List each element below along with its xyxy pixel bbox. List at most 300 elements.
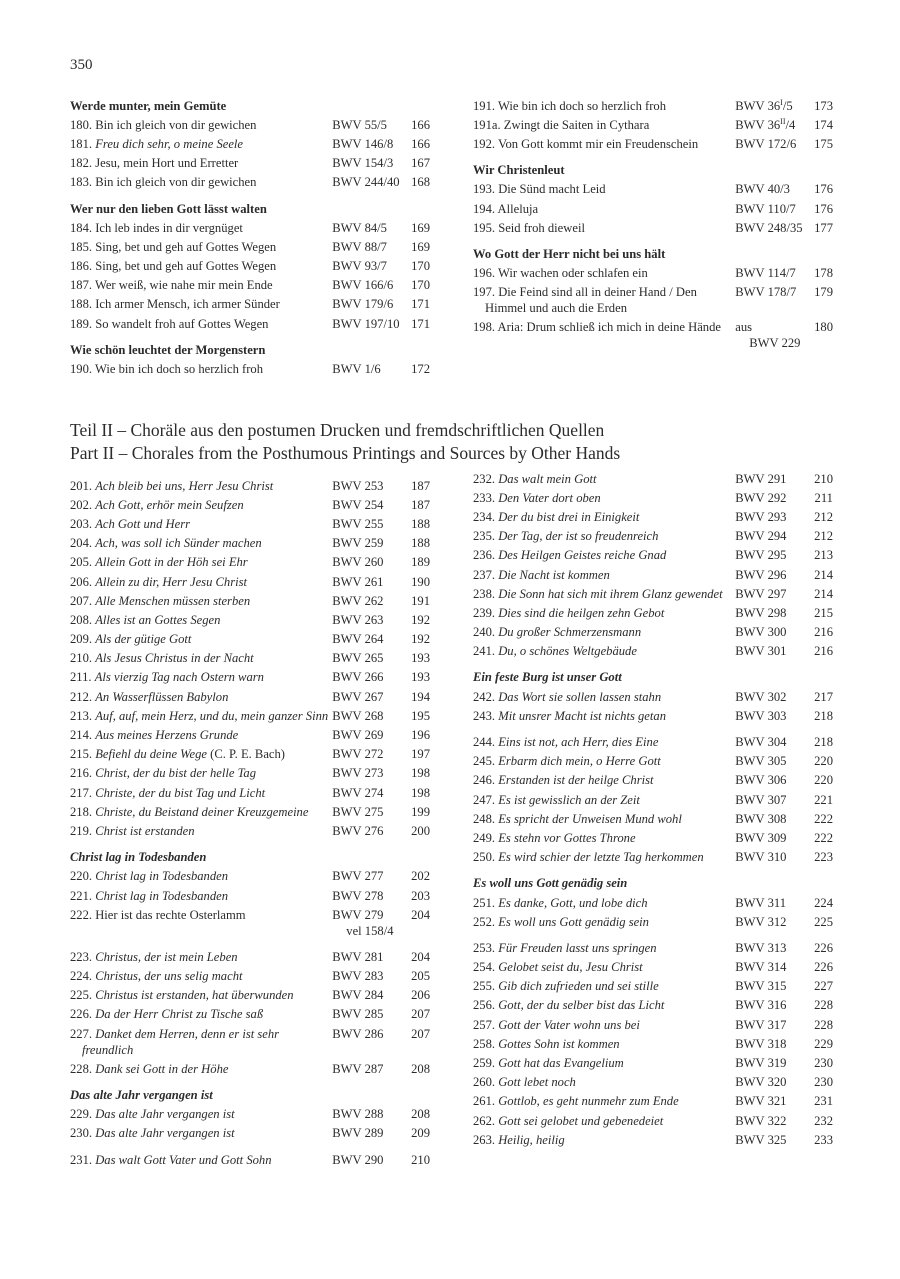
bwv-line: BWV 1/6	[332, 362, 381, 377]
bwv-line: BWV 253	[332, 478, 384, 493]
bwv-line: BWV 292	[735, 490, 787, 505]
entry-title-text: Christe, du Beistand deiner Kreuzgemeine	[95, 804, 309, 819]
bwv-line: BWV 322	[735, 1113, 787, 1128]
entry-number: 184.	[70, 220, 93, 235]
entry-bwv	[735, 849, 809, 865]
entry-page: 169	[411, 220, 430, 235]
entry-bwv	[332, 1106, 406, 1122]
entry-title-text: Als Jesus Christus in der Nacht	[95, 651, 254, 666]
entry-bwv	[735, 1074, 809, 1090]
entry-title	[70, 136, 328, 152]
entry-page: 207	[411, 1026, 430, 1041]
section-heading: Christ lag in Todesbanden	[70, 850, 207, 865]
entry-title-text: Christus ist erstanden, hat überwunden	[95, 988, 294, 1003]
index-entry	[473, 977, 833, 996]
bwv-line: BWV 305	[735, 754, 787, 769]
bwv-line: BWV 286	[332, 1026, 384, 1041]
entry-title	[473, 830, 731, 846]
entry-number: 228.	[70, 1061, 93, 1076]
entry-title-text: Es wird schier der letzte Tag herkommen	[498, 850, 704, 865]
index-entry	[70, 986, 430, 1005]
entry-page: 217	[814, 689, 833, 704]
entry-page: 176	[814, 182, 833, 197]
entry-title-text: Erbarm dich mein, o Herre Gott	[498, 754, 661, 769]
entry-title-text: Christ lag in Todesbanden	[95, 888, 229, 903]
entry-bwv	[332, 888, 406, 904]
section-heading: Wie schön leuchtet der Morgenstern	[70, 342, 266, 357]
entry-number: 255.	[473, 979, 496, 994]
bwv-line: BWV 269	[332, 728, 384, 743]
index-entry	[473, 1092, 833, 1111]
entry-title	[70, 1106, 328, 1122]
bwv-line: BWV 314	[735, 960, 787, 975]
entry-page: 193	[411, 670, 430, 685]
entry-bwv	[735, 265, 809, 281]
entry-page: 170	[411, 259, 430, 274]
entry-title-text: Danket dem Herren, denn er ist sehr freundlich	[82, 1026, 280, 1057]
entry-title-text: Gott hat das Evangelium	[498, 1056, 624, 1071]
entry-page: 230	[814, 1075, 833, 1090]
index-section	[473, 668, 833, 726]
bwv-line: BWV 262	[332, 593, 384, 608]
index-entry	[70, 764, 430, 783]
bwv-line: aus	[735, 320, 753, 335]
entry-title-text: Hier ist das rechte Osterlamm	[95, 907, 246, 922]
entry-title-text: An Wasserflüssen Babylon	[95, 689, 229, 704]
entry-number: 261.	[473, 1094, 496, 1109]
index-entry	[70, 115, 430, 134]
entry-title-text: So wandelt froh auf Gottes Wegen	[95, 316, 269, 331]
entry-page: 211	[814, 490, 833, 505]
entry-title	[70, 669, 328, 685]
entry-title-text: Aus meines Herzens Grunde	[95, 728, 239, 743]
entry-note: (C. P. E. Bach)	[207, 747, 286, 762]
entry-title-text: Es danke, Gott, und lobe dich	[498, 895, 648, 910]
index-entry	[70, 476, 430, 495]
entry-bwv	[332, 765, 406, 781]
index-entry	[70, 295, 430, 314]
entry-title	[70, 823, 328, 839]
index-entry	[473, 752, 833, 771]
entry-bwv	[735, 1093, 809, 1109]
bwv-line: BWV 266	[332, 670, 384, 685]
entry-bwv	[735, 98, 809, 114]
entry-title	[473, 509, 731, 525]
index-section	[70, 848, 430, 941]
index-entry	[70, 134, 430, 153]
page-number: 350	[70, 57, 93, 73]
entry-bwv	[735, 471, 809, 487]
entry-page: 193	[411, 651, 430, 666]
entry-number: 181.	[70, 136, 93, 151]
bwv-line: BWV 248/35	[735, 220, 803, 235]
index-entry	[473, 96, 833, 115]
entry-page: 224	[814, 895, 833, 910]
index-entry	[70, 706, 430, 725]
bwv-line: BWV 93/7	[332, 259, 387, 274]
entry-bwv	[735, 914, 809, 930]
entry-page: 195	[411, 708, 430, 723]
entry-title-text: Ach Gott und Herr	[95, 516, 190, 531]
entry-number: 207.	[70, 593, 93, 608]
index-section	[473, 874, 833, 932]
index-entry	[473, 488, 833, 507]
entry-page: 220	[814, 754, 833, 769]
entry-bwv	[735, 624, 809, 640]
entry-number: 191.	[473, 98, 496, 113]
entry-bwv	[332, 316, 406, 332]
index-section	[473, 732, 833, 866]
entry-bwv	[735, 1055, 809, 1071]
index-section	[70, 947, 430, 1078]
index-entry	[473, 603, 833, 622]
entry-page: 180	[814, 320, 833, 335]
index-entry	[70, 154, 430, 173]
entry-bwv	[735, 1132, 809, 1148]
entry-title	[473, 1055, 731, 1071]
index-column-top-left	[70, 96, 430, 379]
bwv-line: vel 158/4	[346, 923, 394, 938]
entry-number: 204.	[70, 536, 93, 551]
entry-page: 207	[411, 1007, 430, 1022]
bwv-line: BWV 310	[735, 850, 787, 865]
entry-page: 187	[411, 478, 430, 493]
bwv-line: BWV 279	[332, 907, 384, 922]
part-heading	[70, 419, 620, 465]
entry-page: 171	[411, 297, 430, 312]
entry-number: 235.	[473, 529, 496, 544]
entry-title	[70, 174, 328, 190]
entry-page: 215	[814, 605, 833, 620]
entry-title-text: Auf, auf, mein Herz, und du, mein ganzer Sinn	[95, 708, 329, 723]
entry-title-text: Gott der Vater wohn uns bei	[498, 1017, 640, 1032]
entry-page: 210	[814, 471, 833, 486]
entry-page: 202	[411, 869, 430, 884]
entry-page: 231	[814, 1094, 833, 1109]
entry-bwv	[332, 968, 406, 984]
entry-title	[70, 316, 328, 332]
entry-title	[70, 535, 328, 551]
entry-number: 212.	[70, 689, 93, 704]
entry-title-text: Eins ist not, ach Herr, dies Eine	[498, 735, 659, 750]
index-section	[473, 244, 833, 353]
bwv-line: BWV 296	[735, 567, 787, 582]
entry-bwv	[735, 830, 809, 846]
entry-number: 183.	[70, 175, 93, 190]
entry-title-text: Aria: Drum schließ ich mich in deine Hände	[497, 320, 721, 335]
entry-page: 209	[411, 1126, 430, 1141]
entry-number: 229.	[70, 1107, 93, 1122]
entry-page: 214	[814, 567, 833, 582]
entry-bwv	[735, 734, 809, 750]
entry-page: 205	[411, 969, 430, 984]
entry-title-text: Befiehl du deine Wege	[95, 747, 207, 762]
bwv-line: BWV 287	[332, 1061, 384, 1076]
entry-page: 188	[411, 536, 430, 551]
entry-number: 236.	[473, 548, 496, 563]
entry-title	[473, 997, 731, 1013]
index-entry	[70, 1024, 430, 1059]
entry-title-text: Es ist gewisslich an der Zeit	[498, 792, 640, 807]
entry-page: 229	[814, 1036, 833, 1051]
bwv-line: BWV 255	[332, 516, 384, 531]
entry-title-text: Von Gott kommt mir ein Freudenschein	[497, 136, 699, 151]
entry-number: 263.	[473, 1132, 496, 1147]
entry-number: 187.	[70, 278, 93, 293]
entry-title-text: Christ, der du bist der helle Tag	[95, 766, 257, 781]
entry-title-text: Den Vater dort oben	[498, 490, 601, 505]
entry-bwv	[735, 1036, 809, 1052]
section-heading: Wer nur den lieben Gott lässt walten	[70, 201, 267, 216]
index-entry	[70, 802, 430, 821]
entry-title	[473, 978, 731, 994]
entry-page: 192	[411, 632, 430, 647]
entry-number: 194.	[473, 201, 496, 216]
entry-title-text: Als der gütige Gott	[95, 632, 192, 647]
entry-title	[70, 650, 328, 666]
entry-number: 216.	[70, 766, 93, 781]
entry-title-text: Es woll uns Gott genädig sein	[498, 914, 649, 929]
entry-number: 240.	[473, 625, 496, 640]
entry-title-text: Da der Herr Christ zu Tische saß	[95, 1007, 264, 1022]
bwv-line: BWV 84/5	[332, 220, 387, 235]
index-entry	[70, 783, 430, 802]
entry-number: 242.	[473, 689, 496, 704]
index-entry	[473, 642, 833, 661]
entry-title	[70, 968, 328, 984]
entry-title-text: Ich armer Mensch, ich armer Sünder	[95, 297, 280, 312]
entry-title	[70, 612, 328, 628]
entry-bwv	[735, 284, 809, 316]
entry-title	[473, 708, 731, 724]
entry-page: 212	[814, 509, 833, 524]
entry-title	[70, 987, 328, 1003]
index-entry	[473, 996, 833, 1015]
bwv-line: BWV 146/8	[332, 136, 394, 151]
entry-number: 221.	[70, 888, 93, 903]
entry-title-text: Gib dich zufrieden und sei stille	[498, 979, 659, 994]
bwv-line: BWV 294	[735, 529, 787, 544]
entry-number: 185.	[70, 239, 93, 254]
entry-title-text: Gott sei gelobet und gebenedeiet	[498, 1113, 664, 1128]
entry-number: 203.	[70, 516, 93, 531]
entry-page: 170	[411, 278, 430, 293]
entry-number: 256.	[473, 998, 496, 1013]
entry-title-text: Du, o schönes Weltgebäude	[498, 644, 637, 659]
bwv-line: BWV 114/7	[735, 266, 796, 281]
entry-title	[70, 1125, 328, 1141]
entry-bwv	[735, 689, 809, 705]
bwv-line: BWV 291	[735, 471, 787, 486]
entry-bwv	[332, 155, 406, 171]
entry-number: 262.	[473, 1113, 496, 1128]
entry-title-text: Gottes Sohn ist kommen	[498, 1036, 620, 1051]
entry-number: 250.	[473, 850, 496, 865]
index-entry	[70, 886, 430, 905]
entry-bwv	[332, 1125, 406, 1141]
entry-page: 212	[814, 529, 833, 544]
bwv-line: BWV 276	[332, 823, 384, 838]
entry-page: 227	[814, 979, 833, 994]
index-entry	[70, 649, 430, 668]
bwv-line: BWV 267	[332, 689, 384, 704]
bwv-line: BWV 301	[735, 644, 787, 659]
bwv-line: BWV 302	[735, 689, 787, 704]
entry-title-text: Erstanden ist der heilge Christ	[498, 773, 654, 788]
index-entry	[70, 947, 430, 966]
entry-page: 213	[814, 548, 833, 563]
bwv-line: BWV 110/7	[735, 201, 796, 216]
index-entry	[70, 553, 430, 572]
bwv-line: BWV 303	[735, 708, 787, 723]
entry-title-text: Wir wachen oder schlafen ein	[497, 266, 648, 281]
entry-title	[70, 593, 328, 609]
entry-page: 233	[814, 1132, 833, 1147]
entry-bwv	[735, 792, 809, 808]
bwv-suffix: /4	[785, 117, 796, 132]
entry-title-text: Es stehn vor Gottes Throne	[498, 830, 636, 845]
entry-title	[70, 907, 328, 939]
index-entry	[473, 1130, 833, 1149]
entry-page: 204	[411, 949, 430, 964]
entry-title-text: Christus, der ist mein Leben	[95, 949, 238, 964]
entry-number: 190.	[70, 362, 93, 377]
entry-number: 222.	[70, 907, 93, 922]
entry-title-text: Allein zu dir, Herr Jesu Christ	[95, 574, 248, 589]
entry-number: 253.	[473, 940, 496, 955]
section-heading: Werde munter, mein Gemüte	[70, 98, 227, 113]
entry-title	[70, 478, 328, 494]
entry-title-text: Jesu, mein Hort und Erretter	[95, 156, 239, 171]
index-section	[70, 199, 430, 333]
entry-title	[473, 181, 731, 197]
entry-number: 223.	[70, 949, 93, 964]
entry-bwv	[332, 907, 406, 939]
bwv-line: BWV 298	[735, 605, 787, 620]
index-entry	[473, 958, 833, 977]
entry-number: 258.	[473, 1036, 496, 1051]
entry-title	[473, 895, 731, 911]
entry-number: 213.	[70, 708, 93, 723]
bwv-line: BWV 306	[735, 773, 787, 788]
entry-bwv	[332, 785, 406, 801]
entry-page: 169	[411, 239, 430, 254]
bwv-line: BWV 268	[332, 708, 384, 723]
entry-title-text: Bin ich gleich von dir gewichen	[95, 117, 257, 132]
entry-bwv	[332, 868, 406, 884]
entry-title-text: Ach bleib bei uns, Herr Jesu Christ	[95, 478, 274, 493]
entry-bwv	[735, 643, 809, 659]
entry-bwv	[332, 535, 406, 551]
entry-title	[473, 624, 731, 640]
section-heading: Wir Christenleut	[473, 163, 565, 178]
entry-page: 204	[411, 907, 430, 922]
bwv-line: BWV 229	[749, 336, 801, 351]
entry-page: 199	[411, 804, 430, 819]
index-column-bottom-right	[473, 469, 833, 1149]
index-entry	[70, 867, 430, 886]
index-column-top-right	[473, 96, 833, 353]
entry-number: 254.	[473, 960, 496, 975]
entry-title	[473, 914, 731, 930]
index-entry	[473, 507, 833, 526]
bwv-line: BWV 277	[332, 869, 384, 884]
entry-title-text: Alles ist an Gottes Segen	[95, 612, 221, 627]
bwv-line: BWV 36	[735, 117, 781, 132]
entry-number: 233.	[473, 490, 496, 505]
index-entry	[473, 527, 833, 546]
entry-number: 195.	[473, 220, 496, 235]
entry-title-text: Heilig, heilig	[498, 1132, 565, 1147]
index-section	[473, 161, 833, 238]
entry-page: 232	[814, 1113, 833, 1128]
bwv-line: BWV 88/7	[332, 239, 387, 254]
entry-number: 201.	[70, 478, 93, 493]
entry-bwv	[735, 509, 809, 525]
entry-title-text: Wie bin ich doch so herzlich froh	[497, 98, 667, 113]
entry-title-text: Mit unsrer Macht ist nichts getan	[498, 708, 666, 723]
index-section	[70, 1150, 430, 1169]
index-entry	[473, 848, 833, 867]
index-entry	[70, 1150, 430, 1169]
entry-title-text: Alle Menschen müssen sterben	[95, 593, 251, 608]
entry-bwv	[332, 949, 406, 965]
entry-page: 187	[411, 497, 430, 512]
index-entry	[473, 218, 833, 237]
entry-title-text: Des Heilgen Geistes reiche Gnad	[498, 548, 667, 563]
index-entry	[473, 687, 833, 706]
entry-page: 198	[411, 766, 430, 781]
index-entry	[70, 821, 430, 840]
index-entry	[473, 584, 833, 603]
index-entry	[473, 1034, 833, 1053]
index-entry	[70, 514, 430, 533]
index-section	[70, 476, 430, 841]
bwv-suffix: /5	[782, 98, 793, 113]
entry-number: 209.	[70, 632, 93, 647]
index-entry	[70, 725, 430, 744]
bwv-line: BWV 254	[332, 497, 384, 512]
entry-page: 216	[814, 625, 833, 640]
index-entry	[473, 732, 833, 751]
entry-bwv	[735, 1113, 809, 1129]
bwv-line: BWV 309	[735, 830, 787, 845]
index-section	[70, 340, 430, 378]
entry-number: 244.	[473, 735, 496, 750]
entry-title-text: Das alte Jahr vergangen ist	[95, 1107, 235, 1122]
index-entry	[70, 173, 430, 192]
index-section	[473, 96, 833, 154]
entry-page: 223	[814, 850, 833, 865]
entry-title-text: Ach, was soll ich Sünder machen	[95, 536, 262, 551]
entry-number: 249.	[473, 830, 496, 845]
entry-number: 205.	[70, 555, 93, 570]
index-entry	[70, 257, 430, 276]
index-column-bottom-left	[70, 476, 430, 1169]
entry-title-text: Allein Gott in der Höh sei Ehr	[95, 555, 248, 570]
entry-title	[70, 631, 328, 647]
entry-title	[70, 746, 328, 762]
entry-number: 234.	[473, 509, 496, 524]
entry-page: 172	[411, 362, 430, 377]
entry-bwv	[332, 1152, 406, 1168]
entry-number: 257.	[473, 1017, 496, 1032]
index-entry	[473, 115, 833, 134]
index-entry	[70, 745, 430, 764]
index-entry	[473, 134, 833, 153]
bwv-line: BWV 260	[332, 555, 384, 570]
entry-title-text: Das walt Gott Vater und Gott Sohn	[95, 1152, 272, 1167]
